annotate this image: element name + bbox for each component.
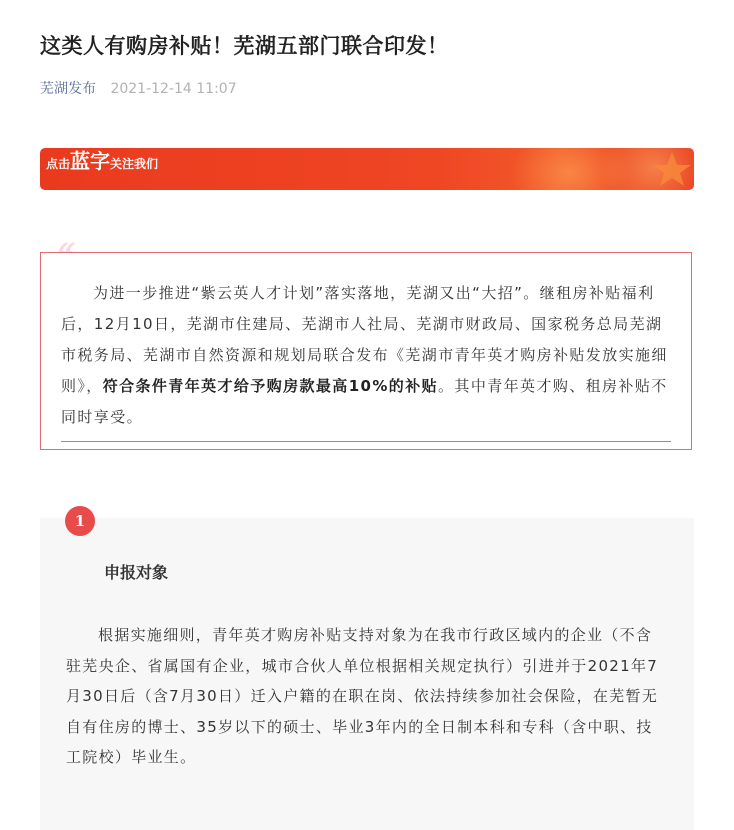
author-link[interactable]: 芜湖发布 — [40, 81, 96, 97]
intro-text-before: 为进一步推进“紫云英人才计划”落实落地，芜湖又出“大招”。继租房补贴福利后，12月10日，芜湖市住建局、芜湖市人社局、芜湖市财政局、国家税务总局芜湖市税务局、芜湖市自然资源和规划局联合发布《芜湖市青年英才购房补贴发放实施细则》， — [61, 284, 668, 395]
intro-bold-text: 符合条件青年英才给予购房款最高10%的补贴 — [102, 377, 439, 395]
section-heading: 申报对象 — [104, 563, 169, 582]
intro-box — [40, 252, 692, 450]
star-icon — [650, 148, 694, 190]
intro-paragraph — [61, 278, 673, 433]
banner-highlight: 蓝字 — [70, 149, 111, 173]
banner-prefix: 点击 — [46, 157, 71, 171]
intro-divider — [61, 441, 671, 442]
intro-text-after: 。其中青年英才购、租房补贴不同时享受。 — [61, 377, 668, 426]
section-paragraph: 根据实施细则，青年英才购房补贴支持对象为在我市行政区域内的企业（不含驻芜央企、省属国有企业，城市合伙人单位根据相关规定执行）引进并于2021年7月30日后（含7月30日）迁入户籍的在职在岗、依法持续参加社会保险，在芜暂无自有住房的博士、35岁以下的硕士、毕业3年内的全日制本科和专科（含中职、技工院校）毕业生。 — [66, 626, 659, 766]
banner-suffix: 关注我们 — [110, 157, 159, 171]
section-number-badge: 1 — [65, 506, 95, 536]
article-meta — [40, 78, 237, 98]
banner-text — [46, 148, 158, 174]
follow-banner[interactable] — [40, 148, 694, 190]
publish-date: 2021-12-14 11:07 — [110, 81, 237, 97]
article-title: 这类人有购房补贴！芜湖五部门联合印发！ — [40, 34, 449, 58]
